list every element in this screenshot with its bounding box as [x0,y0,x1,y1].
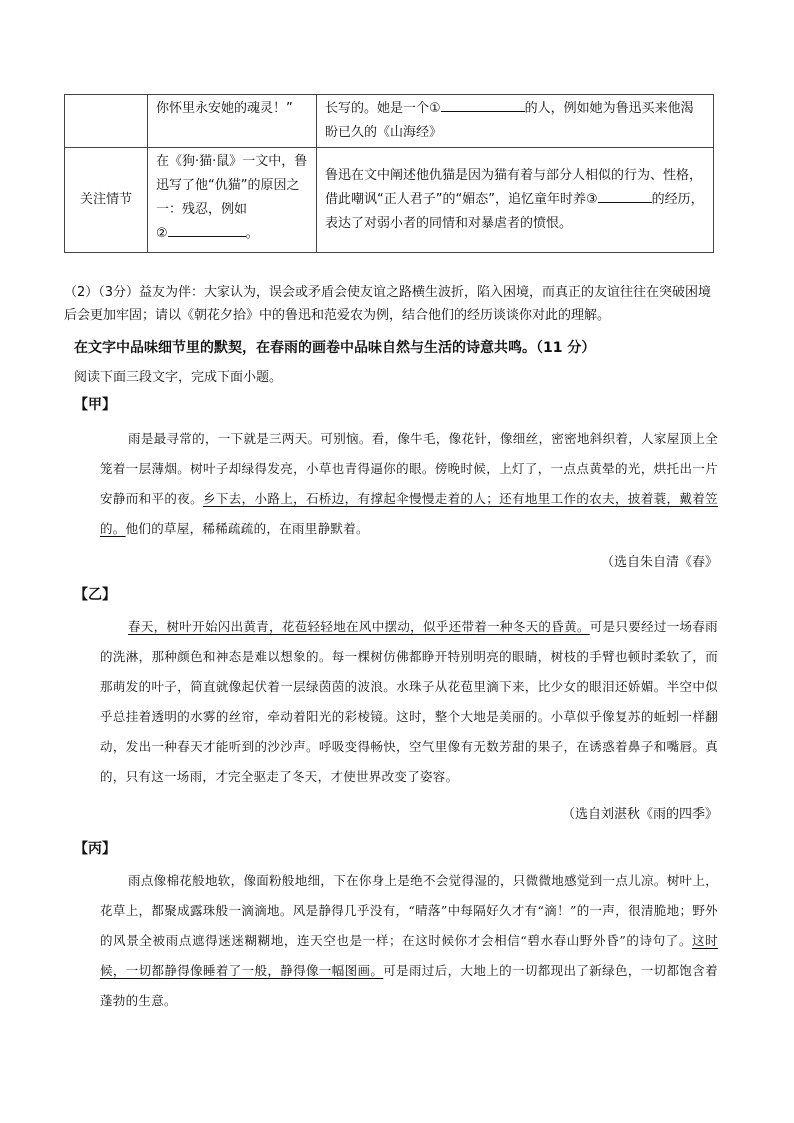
passage-bing [100,866,718,1016]
passage-label-bing: 【丙】 [74,841,116,857]
table-cell [148,148,317,253]
section-title: 在文字中品味细节里的默契，在春雨的画卷中品味自然与生活的诗意共鸣。（11 分） [74,340,596,356]
cell-text: 在《狗·猫·鼠》一文中，鲁迅写了他“仇猫”的原因之一：残忍，例如 [156,154,308,217]
table-row [65,148,714,253]
passage-text: 雨是最寻常的，一下就是三两天。可别恼。看，像牛毛，像花针，像细丝，密密地斜织着，人家屋顶上全笼着一层薄烟。树叶子却绿得发亮，小草也青得逼你的眼。傍晚时候，上灯了，一点点黄晕的光，烘托出一片安静而和平的夜。 [100,431,718,506]
passage-text: 可是雨过后，大地上的一切都现出了新绿色，一切都饱含着蓬勃的生意。 [100,963,718,1008]
fill-blank-1[interactable] [441,97,525,112]
cell-text: 的经历，表达了对弱小者的同情和对暴虐者的愤恨。 [325,192,704,231]
cell-text: ② [156,226,168,241]
table-cell [148,95,317,148]
passage-label-yi: 【乙】 [74,587,116,603]
table-cell [65,148,148,253]
underlined-sentence: 这时候，一切都静得像睡着了一般，静得像一幅图画。 [100,933,718,978]
passage-jia [100,424,718,544]
source-citation: （选自朱自清《春》 [600,555,718,570]
passage-label-jia: 【甲】 [74,397,116,413]
table-cell [317,95,714,148]
cell-text: 长写的。她是一个① [325,101,441,116]
table-row [65,95,714,148]
row-label: 关注情节 [79,192,132,207]
table-cell [317,148,714,253]
cell-text: 。 [245,226,259,241]
table-cell [65,95,148,148]
underlined-sentence: 春天，树叶开始闪出黄青，花苞轻轻地在风中摆动，似乎还带着一种冬天的昏黄。 [128,619,590,634]
fill-blank-2[interactable] [168,222,246,237]
cell-text: 鲁迅在文中阐述他仇猫是因为猫有着与部分人相似的行为、性格，借此嘲讽“正人君子”的“媚态”，追忆童年时养③ [325,168,703,207]
answer-table [64,94,714,253]
passage-yi [100,612,718,792]
passage-text: 他们的草屋，稀稀疏疏的，在雨里静默着。 [125,521,369,536]
cell-text: 的人，例如她为鲁迅买来他渴盼已久的《山海经》 [325,101,694,140]
passage-text: 可是只要经过一场春雨的洗淋，那种颜色和神态是难以想象的。每一棵树仿佛都睁开特别明亮的眼睛，树枝的手臂也顿时柔软了，而那萌发的叶子，简直就像起伏着一层绿茵茵的波浪。水珠子从花苞里滴下来，比少女的眼泪还娇媚。半空中似乎总挂着透明的水雾的丝帘，牵动着阳光的彩棱镜。这时，整个大地是美丽的。小草似乎像复苏的蚯蚓一样翻动，发出一种春天才能听到的沙沙声。呼吸变得畅快，空气里像有无数芳甜的果子，在诱惑着鼻子和嘴唇。真的，只有这一场雨，才完全驱走了冬天，才使世界改变了姿容。 [100,619,718,784]
cell-text: 你怀里永安她的魂灵！” [156,101,293,116]
fill-blank-3[interactable] [598,188,652,203]
reading-instruction: 阅读下面三段文字，完成下面小题。 [74,370,283,385]
underlined-sentence: 乡下去，小路上，石桥边，有撑起伞慢慢走着的人；还有地里工作的农夫，披着蓑，戴着笠的。 [100,491,718,536]
passage-text: 雨点像棉花般地软，像面粉般地细，下在你身上是绝不会觉得湿的，只微微地感觉到一点儿凉。树叶上，花草上，都聚成露珠般一滴滴地。风是静得几乎没有，“晴落”中每隔好久才有“滴！”的一声，很清脆地；野外的风景全被雨点遮得迷迷糊糊地，连天空也是一样；在这时候你才会相信“碧水春山野外昏”的诗句了。 [100,873,718,948]
question-2: （2）（3分）益友为伴：大家认为，误会或矛盾会使友谊之路横生波折，陷入困境，而真正的友谊往往在突破困境后会更加牢固；请以《朝花夕拾》中的鲁迅和范爱农为例，结合他们的经历谈谈你对此的理解。 [64,285,712,323]
source-citation: （选自刘湛秋《雨的四季》 [561,807,718,822]
